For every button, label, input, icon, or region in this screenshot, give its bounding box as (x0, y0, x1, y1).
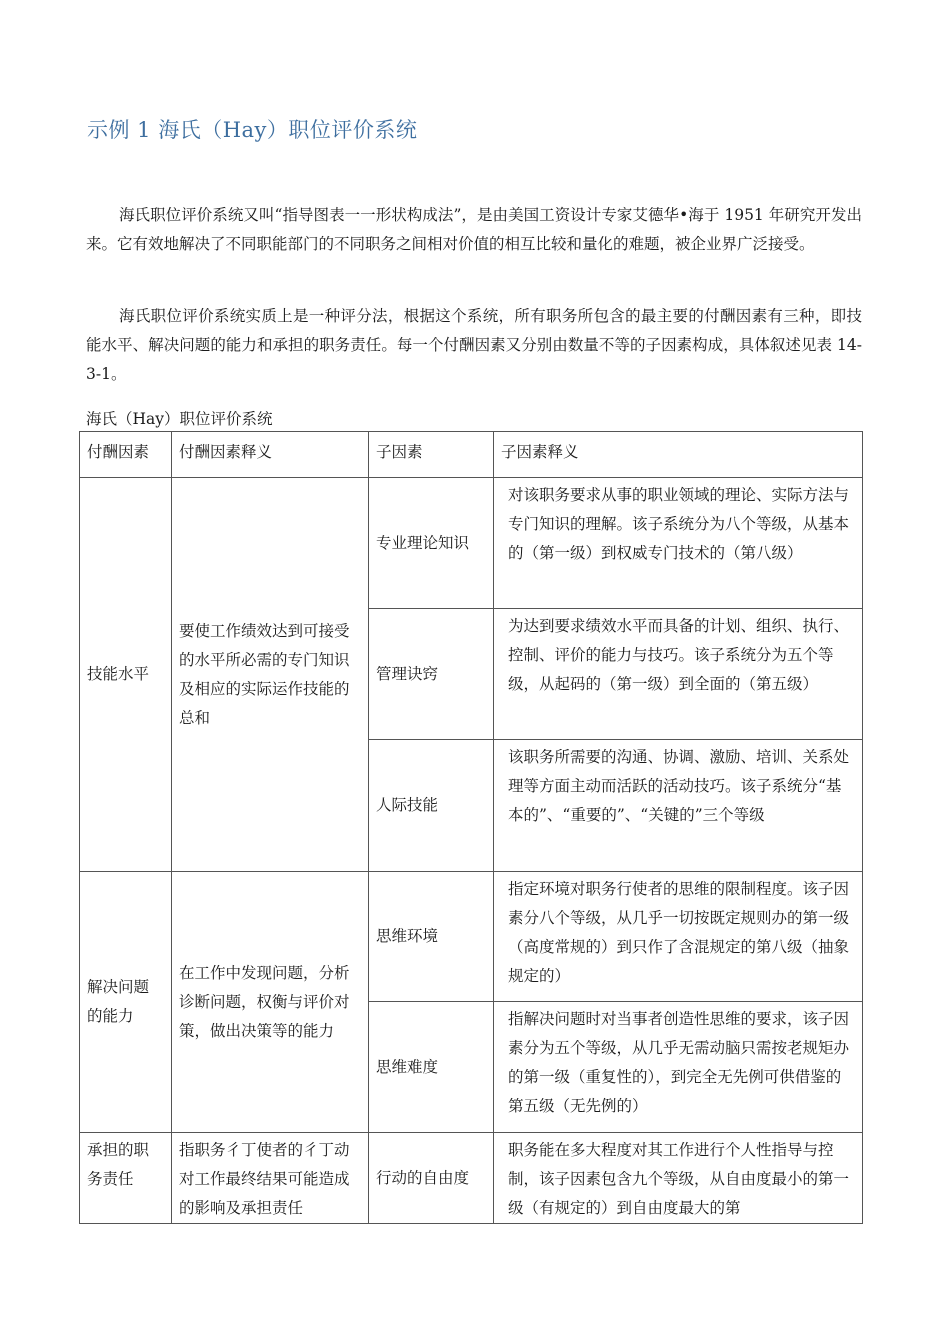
table-caption: 海氏（Hay）职位评价系统 (86, 410, 273, 428)
description-paragraph: 海氏职位评价系统实质上是一种评分法，根据这个系统，所有职务所包含的最主要的付酬因素有三种，即技能水平、解决问题的能力和承担的职务责任。每一个付酬因素又分别由数量不等的子因素构成，具体叙述见表 14-3-1。 (86, 307, 862, 383)
subfactor-explanation-cell: 职务能在多大程度对其工作进行个人性指导与控制，该子因素包含九个等级，从自由度最小的第一级（有规定的）到自由度最大的第 (494, 1133, 863, 1224)
subfactor-cell: 人际技能 (369, 740, 494, 872)
section-heading: 示例 1 海氏（Hay）职位评价系统 (87, 118, 418, 142)
subfactor-cell: 专业理论知识 (369, 478, 494, 609)
subfactor-cell: 思维环境 (369, 872, 494, 1002)
header-subfactor-explanation: 子因素释义 (494, 432, 863, 478)
table-header-row (80, 432, 863, 478)
subfactor-explanation-cell: 指解决问题时对当事者创造性思维的要求，该子因素分为五个等级，从几乎无需动脑只需按老规矩办的第一级（重复性的），到完全无先例可供借鉴的第五级（无先例的） (494, 1002, 863, 1133)
table-row (80, 478, 863, 609)
factor-explanation-cell: 在工作中发现问题，分析诊断问题，权衡与评价对策，做出决策等的能力 (172, 872, 369, 1133)
hay-evaluation-table (79, 431, 863, 1224)
header-factor: 付酬因素 (80, 432, 172, 478)
subfactor-explanation-cell: 该职务所需要的沟通、协调、激励、培训、关系处理等方面主动而活跃的活动技巧。该子系统分“基本的”、“重要的”、“关键的”三个等级 (494, 740, 863, 872)
subfactor-explanation-cell: 指定环境对职务行使者的思维的限制程度。该子因素分八个等级，从几乎一切按既定规则办的第一级（高度常规的）到只作了含混规定的第八级（抽象规定的） (494, 872, 863, 1002)
subfactor-explanation-cell: 为达到要求绩效水平而具备的计划、组织、执行、控制、评价的能力与技巧。该子系统分为五个等级，从起码的（第一级）到全面的（第五级） (494, 609, 863, 740)
factor-explanation-cell: 要使工作绩效达到可接受的水平所必需的专门知识及相应的实际运作技能的总和 (172, 478, 369, 872)
table-row (80, 872, 863, 1002)
subfactor-explanation-cell: 对该职务要求从事的职业领域的理论、实际方法与专门知识的理解。该子系统分为八个等级，从基本的（第一级）到权威专门技术的（第八级） (494, 478, 863, 609)
header-subfactor: 子因素 (369, 432, 494, 478)
subfactor-cell: 行动的自由度 (369, 1133, 494, 1224)
factor-cell: 承担的职务责任 (80, 1133, 172, 1224)
subfactor-cell: 思维难度 (369, 1002, 494, 1133)
intro-paragraph: 海氏职位评价系统又叫“指导图表一一形状构成法”，是由美国工资设计专家艾德华•海于 1951 年研究开发出来。它有效地解决了不同职能部门的不同职务之间相对价值的相互比较和量化的难题，被企业界广泛接受。 (86, 206, 862, 253)
factor-cell: 解决问题的能力 (80, 872, 172, 1133)
table-row (80, 1133, 863, 1224)
subfactor-cell: 管理诀窍 (369, 609, 494, 740)
header-factor-explanation: 付酬因素释义 (172, 432, 369, 478)
factor-cell: 技能水平 (80, 478, 172, 872)
factor-explanation-cell: 指职务彳丁使者的彳丁动对工作最终结果可能造成的影响及承担责任 (172, 1133, 369, 1224)
